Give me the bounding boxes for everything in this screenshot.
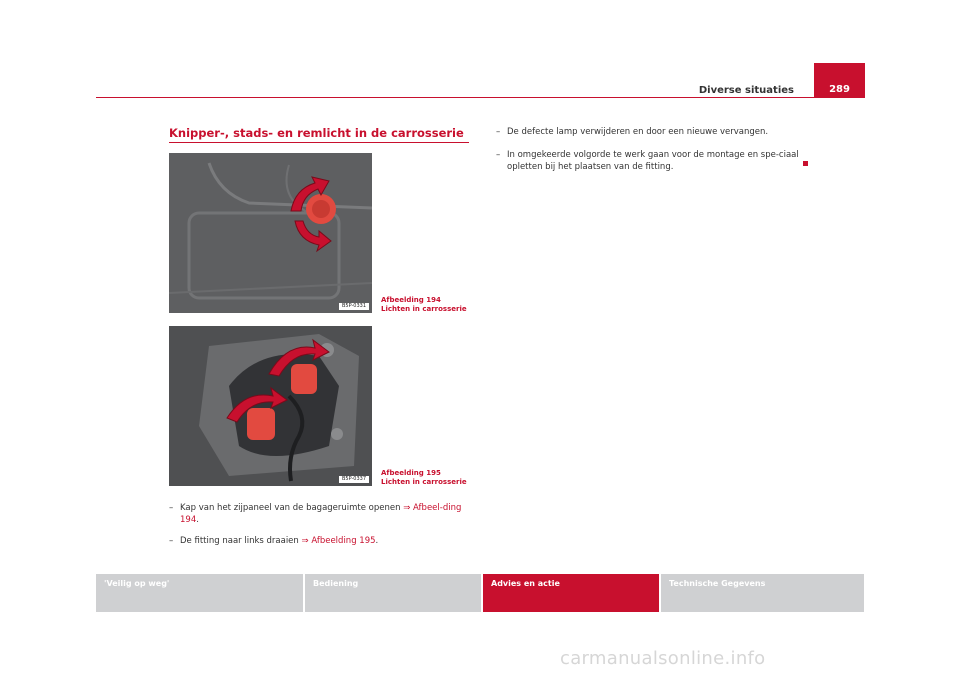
tab-bediening[interactable]: Bediening [305,574,481,612]
figure-194-link[interactable]: ⇒ Afbeel-ding 194 [180,503,462,525]
step-open-panel: – Kap van het zijpaneel van de bagageruimte openen ⇒ Afbeel-ding 194. [169,503,462,525]
figure-194-image [169,153,372,313]
figure-195-code: B5P-0337 [339,476,369,483]
tab-advies-en-actie[interactable]: Advies en actie [483,574,659,612]
header-section-title: Diverse situaties [698,85,794,96]
step-replace-lamp: – De defecte lamp verwijderen en door een nieuwe vervangen. [496,127,769,137]
header-rule [96,97,864,98]
figure-194-code: B5P-0331 [339,303,369,310]
step-turn-socket: – De fitting naar links draaien ⇒ Afbeelding 195. [169,536,379,546]
page-number: 289 [829,84,850,95]
title-rule [169,142,469,143]
side-panel-illustration [169,153,372,313]
figure-195-caption: Afbeelding 195 Lichten in carrosserie [381,469,467,486]
tab-veilig-op-weg[interactable]: 'Veilig op weg' [96,574,303,612]
figure-195-link[interactable]: ⇒ Afbeelding 195 [301,536,376,546]
watermark: carmanualsonline.info [560,648,766,669]
figure-195-image [169,326,372,486]
step-reassemble: – In omgekeerde volgorde te werk gaan voor de montage en spe-ciaal opletten bij het plaatsen van de fitting. [496,150,799,172]
tab-technische-gegevens[interactable]: Technische Gegevens [661,574,864,612]
section-title: Knipper-, stads- en remlicht in de carrosserie [169,126,464,140]
figure-194-caption: Afbeelding 194 Lichten in carrosserie [381,296,467,313]
chapter-navigation [96,574,864,612]
upper-lamp-socket-icon [291,364,317,394]
lower-lamp-socket-icon [247,408,275,440]
section-end-icon [803,161,808,166]
page-number-box [814,63,865,98]
lamp-socket-illustration [169,326,372,486]
